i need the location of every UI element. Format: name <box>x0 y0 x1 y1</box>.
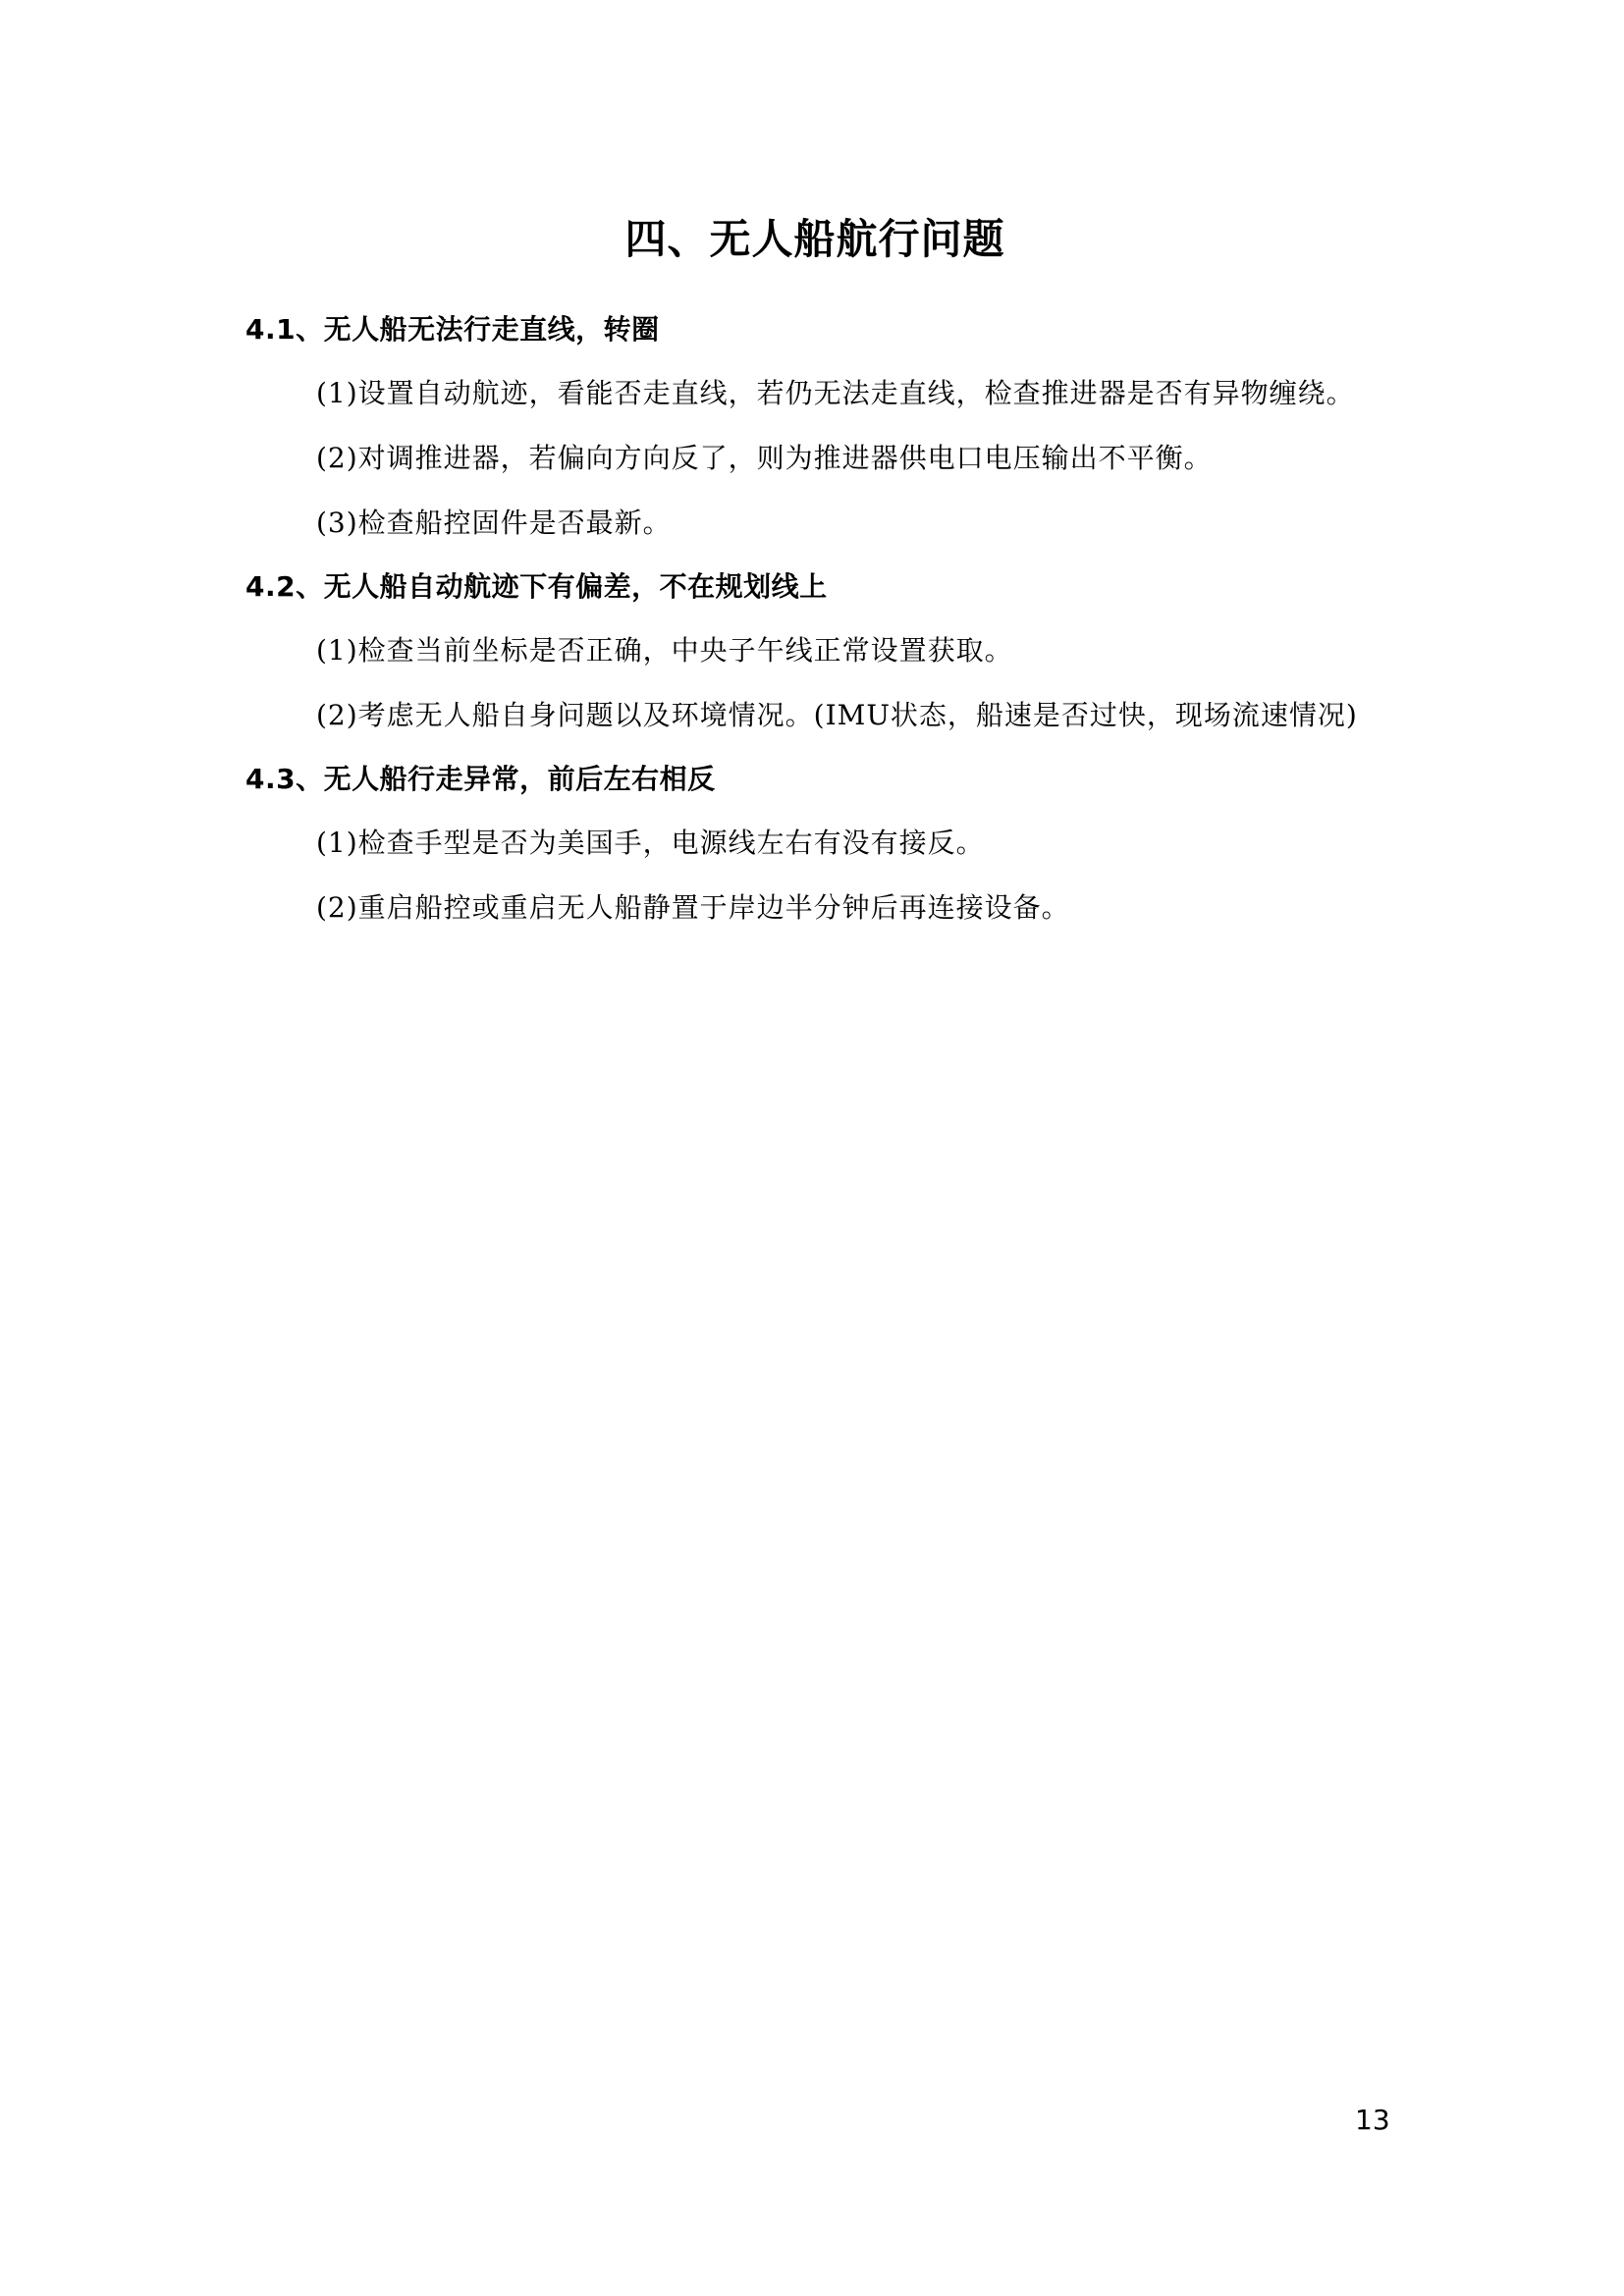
paragraph: (2)对调推进器，若偏向方向反了，则为推进器供电口电压输出不平衡。 <box>316 442 1213 474</box>
paragraph: (1)检查当前坐标是否正确，中央子午线正常设置获取。 <box>316 634 1013 667</box>
page-content <box>245 210 1384 940</box>
page-title: 四、无人船航行问题 <box>624 215 1005 263</box>
paragraph: (2)重启船控或重启无人船静置于岸边半分钟后再连接设备。 <box>316 891 1070 924</box>
section-4-1 <box>245 298 1384 556</box>
section-heading: 4.2、无人船自动航迹下有偏差，不在规划线上 <box>245 570 828 603</box>
page-number: 13 <box>1355 2104 1390 2136</box>
paragraph: (1)设置自动航迹，看能否走直线，若仍无法走直线，检查推进器是否有异物缠绕。 <box>316 377 1355 409</box>
section-4-3 <box>245 748 1384 940</box>
section-heading: 4.3、无人船行走异常，前后左右相反 <box>245 763 716 795</box>
paragraph: (2)考虑无人船自身问题以及环境情况。(IMU状态，船速是否过快，现场流速情况) <box>316 699 1358 731</box>
paragraph: (3)检查船控固件是否最新。 <box>316 507 672 539</box>
paragraph: (1)检查手型是否为美国手，电源线左右有没有接反。 <box>316 827 985 859</box>
section-heading: 4.1、无人船无法行走直线，转圈 <box>245 313 660 346</box>
section-4-2 <box>245 556 1384 748</box>
